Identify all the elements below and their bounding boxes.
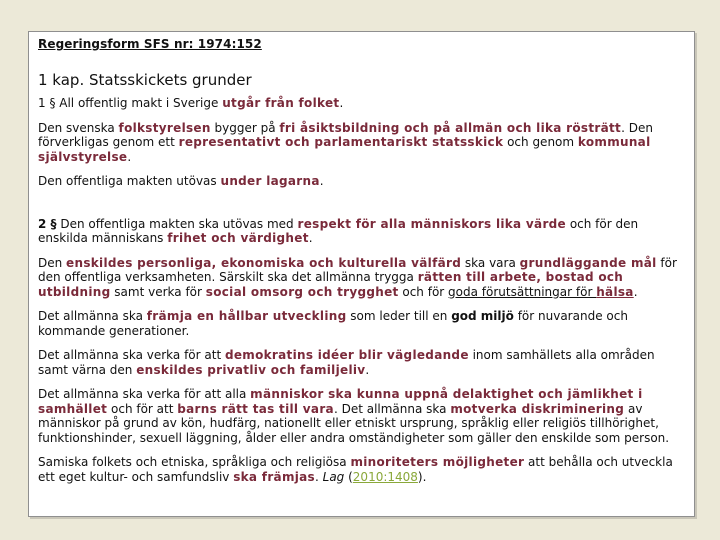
highlight: barns rätt tas till vara [177,401,334,416]
highlight: demokratins idéer blir vägledande [224,348,469,362]
text: . Det allmänna ska [333,401,451,416]
bold-text: god miljö [451,309,514,323]
text: ( [344,469,353,484]
text: Det allmänna ska verka för att alla [38,387,251,401]
highlight: människor ska kunna uppnå delaktighet och jämlikhet i samhället [38,387,643,416]
section-1-paragraph-3 [38,174,686,189]
highlight: ska främjas [233,469,315,484]
section-2-paragraph-5 [38,387,686,445]
text: . [315,469,323,484]
section-number: 2 § [38,216,57,231]
highlight: representativt och parlamentariskt statsskick [178,135,504,149]
text: . [365,362,370,377]
section-2-paragraph-2 [38,256,686,300]
document-content [38,37,686,494]
text: . [319,174,324,188]
section-1-paragraph-2 [38,121,686,165]
text: och för [398,284,449,299]
text: bygger på [210,120,280,135]
highlight: minoriteters möjligheter [350,455,525,469]
text: Den [38,255,67,270]
text: som leder till en [346,309,452,323]
chapter-heading: 1 kap. Statsskickets grunder [38,70,252,89]
section-1-paragraph-1 [38,96,686,111]
highlight: grundläggande mål [519,255,657,270]
spacer [38,199,686,217]
text: Det allmänna ska [38,309,147,323]
text: Samiska folkets och etniska, språkliga och religiösa [38,455,351,469]
text: . Den förverkligas genom ett [38,120,653,149]
text: och genom [503,135,578,149]
text: av människor på grund av kön, hudfärg, nationellt eller etniskt ursprung, språklig eller religiös tillhörighet, funktionshinder, sexuell läggning, ålder eller andra omständigheter som gäller den enskilde som person. [38,401,670,445]
text: . [308,231,313,245]
law-link[interactable]: 2010:1408 [352,469,418,484]
highlight: motverka diskriminering [450,401,625,416]
document-header: Regeringsform SFS nr: 1974:152 [38,37,262,51]
highlight: kommunal självstyrelse [38,135,651,164]
text: att behålla och utveckla ett eget kultur- och samfundsliv [38,455,673,484]
text: för den offentliga verksamheten. Särskilt ska det allmänna trygga [38,255,677,284]
highlight: social omsorg och trygghet [205,284,399,299]
highlight: hälsa [596,284,634,299]
highlight: enskildes privatliv och familjeliv [136,362,366,377]
highlight: under lagarna [220,174,320,188]
text: och för den enskilda människans [38,216,639,245]
text: . [633,284,638,299]
text: Den offentliga makten utövas [38,174,221,188]
highlight: fri åsiktsbildning och på allmän och lika rösträtt [279,120,622,135]
text: ). [417,469,427,484]
text: 1 § All offentlig makt i Sverige [38,96,223,110]
text: inom samhällets alla områden samt värna den [38,348,655,377]
text: . [339,96,344,110]
highlight: folkstyrelsen [118,120,211,135]
highlight: främja en hållbar utveckling [146,309,347,323]
section-2-paragraph-6 [38,455,686,484]
highlight: utgår från folket [222,96,340,110]
text: Den svenska [38,120,119,135]
highlight: frihet och värdighet [167,231,309,245]
document-page [28,31,695,517]
text: och för att [107,401,178,416]
highlight: rätten till arbete, bostad och utbildning [38,270,624,299]
text: ska vara [461,255,520,270]
section-2-paragraph-3 [38,309,686,338]
text: Det allmänna ska verka för att [38,348,225,362]
highlight: enskildes personliga, ekonomiska och kulturella välfärd [66,255,462,270]
text: för nuvarande och kommande generationer. [38,309,628,338]
text: samt verka för [110,284,206,299]
text: Den offentliga makten ska utövas med [56,216,298,231]
law-reference: Lag [322,469,345,484]
section-2-paragraph-4 [38,348,686,377]
text: . [127,149,132,164]
section-2-paragraph-1 [38,217,686,246]
highlight: respekt för alla människors lika värde [297,216,566,231]
underlined-text: goda förutsättningar för [448,284,597,299]
